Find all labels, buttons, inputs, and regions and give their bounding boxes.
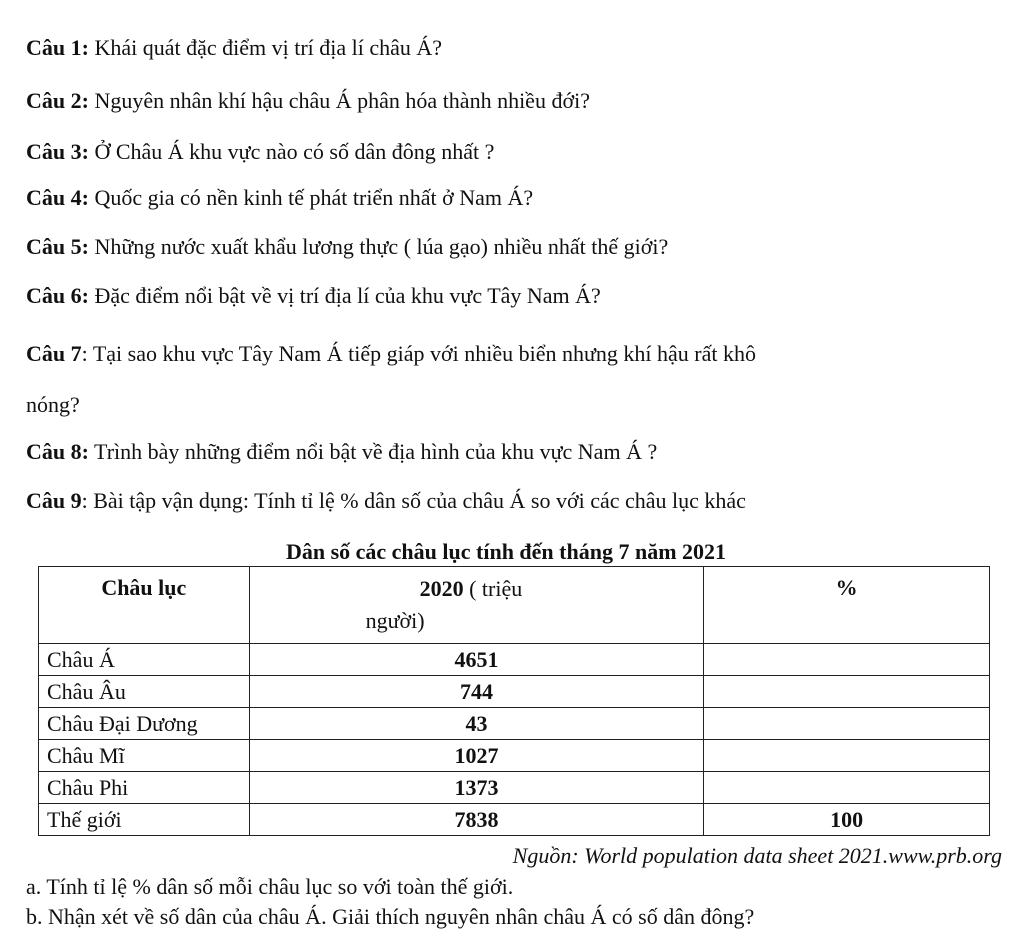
header-population xyxy=(249,567,704,644)
question-text: Đặc điểm nổi bật về vị trí địa lí của khu vực Tây Nam Á? xyxy=(88,283,601,308)
question-label: Câu 2: xyxy=(26,88,89,113)
question-label: Câu 7 xyxy=(26,341,82,366)
cell-population: 4651 xyxy=(249,644,704,676)
question-text: Nguyên nhân khí hậu châu Á phân hóa thành nhiều đới? xyxy=(88,88,590,113)
question-text: nóng? xyxy=(26,392,80,417)
question-9 xyxy=(26,487,746,515)
cell-percent xyxy=(704,676,990,708)
question-text: Quốc gia có nền kinh tế phát triển nhất ở Nam Á? xyxy=(88,185,534,210)
table-source: Nguồn: World population data sheet 2021.www.prb.org xyxy=(512,843,1002,868)
question-7-continued xyxy=(26,391,80,419)
cell-percent xyxy=(704,644,990,676)
cell-continent: Châu Đại Dương xyxy=(39,708,250,740)
question-5 xyxy=(26,233,668,261)
question-label: Câu 8: xyxy=(26,439,89,464)
header-continent: Châu lục xyxy=(39,567,250,644)
task-a: a. Tính tỉ lệ % dân số mỗi châu lục so với toàn thế giới. xyxy=(26,874,514,899)
table-row xyxy=(39,676,990,708)
cell-continent: Châu Phi xyxy=(39,772,250,804)
cell-percent: 100 xyxy=(704,804,990,836)
question-6 xyxy=(26,282,601,310)
question-text: Những nước xuất khẩu lương thực ( lúa gạo) nhiều nhất thế giới? xyxy=(88,234,669,259)
question-text: Ở Châu Á khu vực nào có số dân đông nhất ? xyxy=(88,139,495,164)
population-table xyxy=(38,566,990,836)
question-text: Khái quát đặc điểm vị trí địa lí châu Á? xyxy=(88,35,443,60)
question-label: Câu 3: xyxy=(26,139,89,164)
cell-percent xyxy=(704,772,990,804)
question-7 xyxy=(26,340,756,368)
cell-continent: Châu Á xyxy=(39,644,250,676)
question-label: Câu 9 xyxy=(26,488,82,513)
table-row-total xyxy=(39,804,990,836)
cell-percent xyxy=(704,708,990,740)
table-row xyxy=(39,740,990,772)
question-label: Câu 4: xyxy=(26,185,89,210)
cell-percent xyxy=(704,740,990,772)
question-3 xyxy=(26,138,494,166)
header-percent: % xyxy=(704,567,990,644)
question-text: : Tại sao khu vực Tây Nam Á tiếp giáp với nhiều biển nhưng khí hậu rất khô xyxy=(81,341,756,366)
cell-population: 7838 xyxy=(249,804,704,836)
header-population-year: 2020 xyxy=(419,576,464,601)
question-2 xyxy=(26,87,590,115)
question-8 xyxy=(26,438,657,466)
question-label: Câu 1: xyxy=(26,35,89,60)
cell-population: 43 xyxy=(249,708,704,740)
question-text: Trình bày những điểm nổi bật về địa hình của khu vực Nam Á ? xyxy=(88,439,658,464)
question-4 xyxy=(26,184,533,212)
table-row xyxy=(39,772,990,804)
question-label: Câu 6: xyxy=(26,283,89,308)
header-population-unit: ( triệu xyxy=(463,576,523,601)
cell-continent: Châu Âu xyxy=(39,676,250,708)
cell-population: 744 xyxy=(249,676,704,708)
task-b: b. Nhận xét về số dân của châu Á. Giải thích nguyên nhân châu Á có số dân đông? xyxy=(26,904,755,929)
question-1 xyxy=(26,34,442,62)
question-text: : Bài tập vận dụng: Tính tỉ lệ % dân số của châu Á so với các châu lục khác xyxy=(81,488,746,513)
table-row xyxy=(39,708,990,740)
cell-continent: Thế giới xyxy=(39,804,250,836)
table-row xyxy=(39,644,990,676)
table-header-row xyxy=(39,567,990,644)
cell-population: 1373 xyxy=(249,772,704,804)
cell-continent: Châu Mĩ xyxy=(39,740,250,772)
question-label: Câu 5: xyxy=(26,234,89,259)
table-title: Dân số các châu lục tính đến tháng 7 năm 2021 xyxy=(285,539,727,564)
header-population-unit-line2: người) xyxy=(365,608,425,633)
cell-population: 1027 xyxy=(249,740,704,772)
